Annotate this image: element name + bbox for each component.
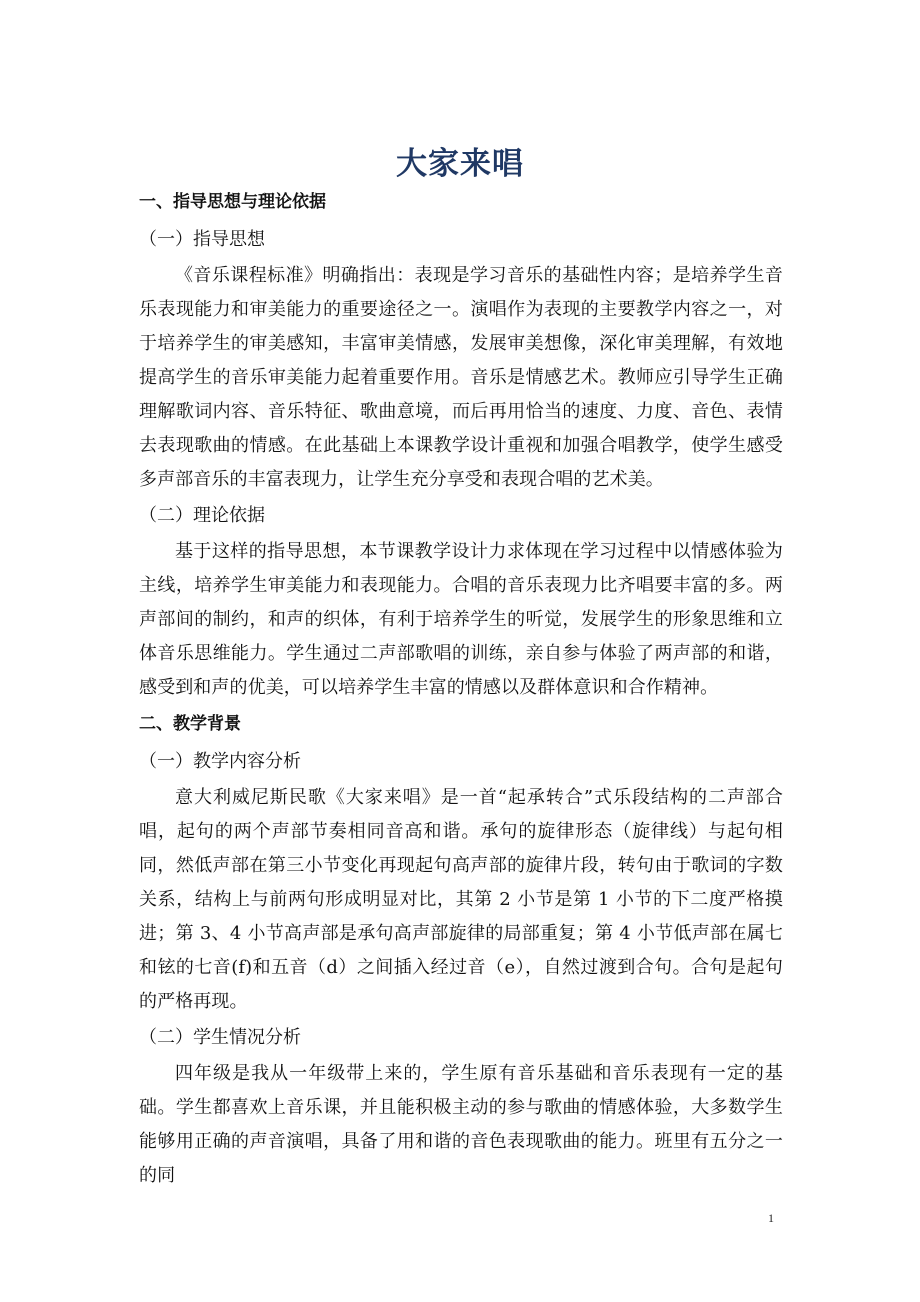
page-number: 1 (768, 1211, 774, 1225)
paragraph-student-analysis: 四年级是我从一年级带上来的，学生原有音乐基础和音乐表现有一定的基础。学生都喜欢上音乐课，并且能积极主动的参与歌曲的情感体验，大多数学生能够用正确的声音演唱，具备了用和谐的音色表现歌曲的能力。班里有五分之一的同 (139, 1063, 783, 1186)
section-heading-teaching-background: 二、教学背景 (139, 714, 241, 734)
section-heading-guiding-ideas: 一、指导思想与理论依据 (139, 192, 326, 212)
paragraph-content-analysis: 意大利威尼斯民歌《大家来唱》是一首“起承转合”式乐段结构的二声部合唱，起句的两个声部节奏相同音高和谐。承句的旋律形态（旋律线）与起句相同，然低声部在第三小节变化再现起句高声部的旋律片段，转句由于歌词的字数关系，结构上与前两句形成明显对比，其第 2 小节是第 1 小节的下二度严格摸进；第 3、4 小节高声部是承句高声部旋律的局部重复；第 4 小节低声部在属七和铉的七音(f)和五音（d）之间插入经过音（e），自然过渡到合句。合句是起句的严格再现。 (139, 787, 783, 1012)
document-body (139, 183, 783, 1193)
subsection-heading-student-analysis: （二）学生情况分析 (139, 1027, 301, 1048)
subsection-heading-theory-basis: （二）理论依据 (139, 505, 265, 526)
subsection-heading-guiding-thought: （一）指导思想 (139, 229, 265, 250)
paragraph-guiding-thought: 《音乐课程标准》明确指出：表现是学习音乐的基础性内容；是培养学生音乐表现能力和审美能力的重要途径之一。演唱作为表现的主要教学内容之一，对于培养学生的审美感知，丰富审美情感，发展审美想像，深化审美理解，有效地提高学生的音乐审美能力起着重要作用。音乐是情感艺术。教师应引导学生正确理解歌词内容、音乐特征、歌曲意境，而后再用恰当的速度、力度、音色、表情去表现歌曲的情感。在此基础上本课教学设计重视和加强合唱教学，使学生感受多声部音乐的丰富表现力，让学生充分享受和表现合唱的艺术美。 (139, 265, 783, 490)
paragraph-theory-basis: 基于这样的指导思想，本节课教学设计力求体现在学习过程中以情感体验为主线，培养学生审美能力和表现能力。合唱的音乐表现力比齐唱要丰富的多。两声部间的制约，和声的织体，有利于培养学生的听觉，发展学生的形象思维和立体音乐思维能力。学生通过二声部歌唱的训练，亲自参与体验了两声部的和谐，感受到和声的优美，可以培养学生丰富的情感以及群体意识和合作精神。 (139, 541, 783, 698)
subsection-heading-content-analysis: （一）教学内容分析 (139, 751, 301, 772)
document-title: 大家来唱 (396, 146, 524, 182)
